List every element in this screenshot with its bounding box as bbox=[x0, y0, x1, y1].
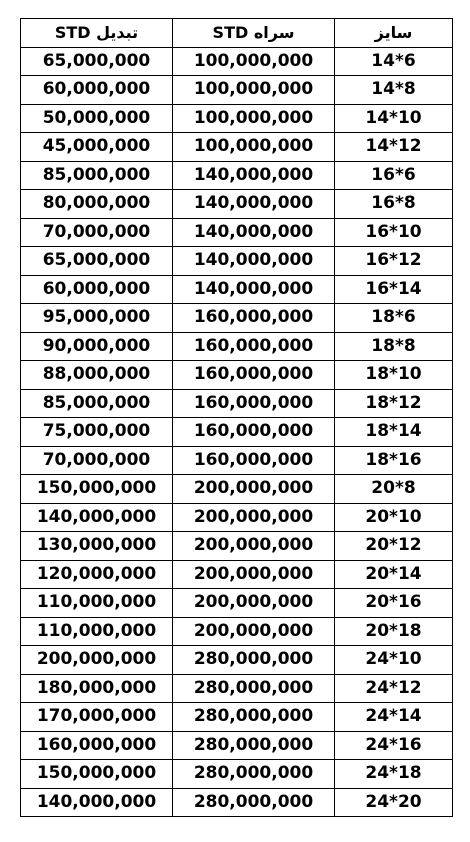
table-row bbox=[21, 247, 453, 276]
size-cell: 18*14 bbox=[335, 418, 453, 447]
size-cell: 14*8 bbox=[335, 76, 453, 105]
size-cell: 24*12 bbox=[335, 674, 453, 703]
header-sarah-std-label: سراه STD bbox=[212, 22, 295, 42]
convert-std-cell: 70,000,000 bbox=[21, 446, 173, 475]
size-cell: 14*10 bbox=[335, 104, 453, 133]
convert-std-cell: 90,000,000 bbox=[21, 332, 173, 361]
size-cell: 16*10 bbox=[335, 218, 453, 247]
convert-std-cell: 120,000,000 bbox=[21, 560, 173, 589]
header-size-label: سایز bbox=[374, 22, 413, 42]
convert-std-cell: 75,000,000 bbox=[21, 418, 173, 447]
size-cell: 24*16 bbox=[335, 731, 453, 760]
sarah-std-cell: 100,000,000 bbox=[173, 47, 335, 76]
sarah-std-cell: 200,000,000 bbox=[173, 475, 335, 504]
sarah-std-cell: 280,000,000 bbox=[173, 703, 335, 732]
size-cell: 18*8 bbox=[335, 332, 453, 361]
header-convert-std-label: تبدیل STD bbox=[54, 22, 139, 42]
table-row bbox=[21, 703, 453, 732]
sarah-std-cell: 140,000,000 bbox=[173, 161, 335, 190]
sarah-std-cell: 280,000,000 bbox=[173, 788, 335, 817]
table-row bbox=[21, 731, 453, 760]
table-row bbox=[21, 104, 453, 133]
size-cell: 14*12 bbox=[335, 133, 453, 162]
sarah-std-cell: 140,000,000 bbox=[173, 218, 335, 247]
sarah-std-cell: 100,000,000 bbox=[173, 133, 335, 162]
price-sheet bbox=[20, 18, 452, 817]
convert-std-cell: 65,000,000 bbox=[21, 47, 173, 76]
header-size bbox=[335, 19, 453, 48]
size-cell: 18*16 bbox=[335, 446, 453, 475]
size-cell: 16*12 bbox=[335, 247, 453, 276]
table-body bbox=[21, 47, 453, 817]
convert-std-cell: 60,000,000 bbox=[21, 76, 173, 105]
size-cell: 24*20 bbox=[335, 788, 453, 817]
table-row bbox=[21, 674, 453, 703]
size-cell: 20*10 bbox=[335, 503, 453, 532]
convert-std-cell: 140,000,000 bbox=[21, 503, 173, 532]
table-row bbox=[21, 161, 453, 190]
size-cell: 16*14 bbox=[335, 275, 453, 304]
table-row bbox=[21, 218, 453, 247]
table-row bbox=[21, 475, 453, 504]
table-row bbox=[21, 418, 453, 447]
convert-std-cell: 130,000,000 bbox=[21, 532, 173, 561]
convert-std-cell: 65,000,000 bbox=[21, 247, 173, 276]
size-cell: 24*14 bbox=[335, 703, 453, 732]
sarah-std-cell: 200,000,000 bbox=[173, 532, 335, 561]
size-cell: 24*10 bbox=[335, 646, 453, 675]
sarah-std-cell: 200,000,000 bbox=[173, 589, 335, 618]
convert-std-cell: 180,000,000 bbox=[21, 674, 173, 703]
header-sarah-std bbox=[173, 19, 335, 48]
table-row bbox=[21, 560, 453, 589]
size-cell: 18*6 bbox=[335, 304, 453, 333]
table-row bbox=[21, 446, 453, 475]
table-row bbox=[21, 760, 453, 789]
size-cell: 18*10 bbox=[335, 361, 453, 390]
convert-std-cell: 140,000,000 bbox=[21, 788, 173, 817]
sarah-std-cell: 140,000,000 bbox=[173, 247, 335, 276]
table-row bbox=[21, 190, 453, 219]
table-row bbox=[21, 304, 453, 333]
price-table bbox=[20, 18, 453, 817]
convert-std-cell: 45,000,000 bbox=[21, 133, 173, 162]
sarah-std-cell: 100,000,000 bbox=[173, 76, 335, 105]
convert-std-cell: 110,000,000 bbox=[21, 589, 173, 618]
convert-std-cell: 50,000,000 bbox=[21, 104, 173, 133]
sarah-std-cell: 280,000,000 bbox=[173, 674, 335, 703]
sarah-std-cell: 100,000,000 bbox=[173, 104, 335, 133]
sarah-std-cell: 160,000,000 bbox=[173, 332, 335, 361]
header-row bbox=[21, 19, 453, 48]
size-cell: 16*6 bbox=[335, 161, 453, 190]
size-cell: 16*8 bbox=[335, 190, 453, 219]
convert-std-cell: 95,000,000 bbox=[21, 304, 173, 333]
size-cell: 14*6 bbox=[335, 47, 453, 76]
convert-std-cell: 80,000,000 bbox=[21, 190, 173, 219]
convert-std-cell: 85,000,000 bbox=[21, 389, 173, 418]
table-row bbox=[21, 532, 453, 561]
sarah-std-cell: 140,000,000 bbox=[173, 275, 335, 304]
table-row bbox=[21, 503, 453, 532]
table-row bbox=[21, 47, 453, 76]
convert-std-cell: 70,000,000 bbox=[21, 218, 173, 247]
size-cell: 18*12 bbox=[335, 389, 453, 418]
size-cell: 24*18 bbox=[335, 760, 453, 789]
size-cell: 20*18 bbox=[335, 617, 453, 646]
sarah-std-cell: 280,000,000 bbox=[173, 646, 335, 675]
size-cell: 20*8 bbox=[335, 475, 453, 504]
convert-std-cell: 170,000,000 bbox=[21, 703, 173, 732]
convert-std-cell: 150,000,000 bbox=[21, 475, 173, 504]
table-row bbox=[21, 788, 453, 817]
sarah-std-cell: 160,000,000 bbox=[173, 446, 335, 475]
convert-std-cell: 150,000,000 bbox=[21, 760, 173, 789]
sarah-std-cell: 280,000,000 bbox=[173, 731, 335, 760]
size-cell: 20*12 bbox=[335, 532, 453, 561]
table-row bbox=[21, 332, 453, 361]
sarah-std-cell: 160,000,000 bbox=[173, 361, 335, 390]
convert-std-cell: 200,000,000 bbox=[21, 646, 173, 675]
sarah-std-cell: 160,000,000 bbox=[173, 389, 335, 418]
table-row bbox=[21, 389, 453, 418]
table-header bbox=[21, 19, 453, 48]
table-row bbox=[21, 617, 453, 646]
size-cell: 20*16 bbox=[335, 589, 453, 618]
convert-std-cell: 110,000,000 bbox=[21, 617, 173, 646]
sarah-std-cell: 280,000,000 bbox=[173, 760, 335, 789]
table-row bbox=[21, 589, 453, 618]
size-cell: 20*14 bbox=[335, 560, 453, 589]
sarah-std-cell: 140,000,000 bbox=[173, 190, 335, 219]
convert-std-cell: 85,000,000 bbox=[21, 161, 173, 190]
sarah-std-cell: 200,000,000 bbox=[173, 560, 335, 589]
table-row bbox=[21, 646, 453, 675]
table-row bbox=[21, 133, 453, 162]
header-convert-std bbox=[21, 19, 173, 48]
table-row bbox=[21, 361, 453, 390]
sarah-std-cell: 200,000,000 bbox=[173, 617, 335, 646]
convert-std-cell: 88,000,000 bbox=[21, 361, 173, 390]
sarah-std-cell: 200,000,000 bbox=[173, 503, 335, 532]
convert-std-cell: 160,000,000 bbox=[21, 731, 173, 760]
sarah-std-cell: 160,000,000 bbox=[173, 418, 335, 447]
table-row bbox=[21, 275, 453, 304]
sarah-std-cell: 160,000,000 bbox=[173, 304, 335, 333]
table-row bbox=[21, 76, 453, 105]
convert-std-cell: 60,000,000 bbox=[21, 275, 173, 304]
